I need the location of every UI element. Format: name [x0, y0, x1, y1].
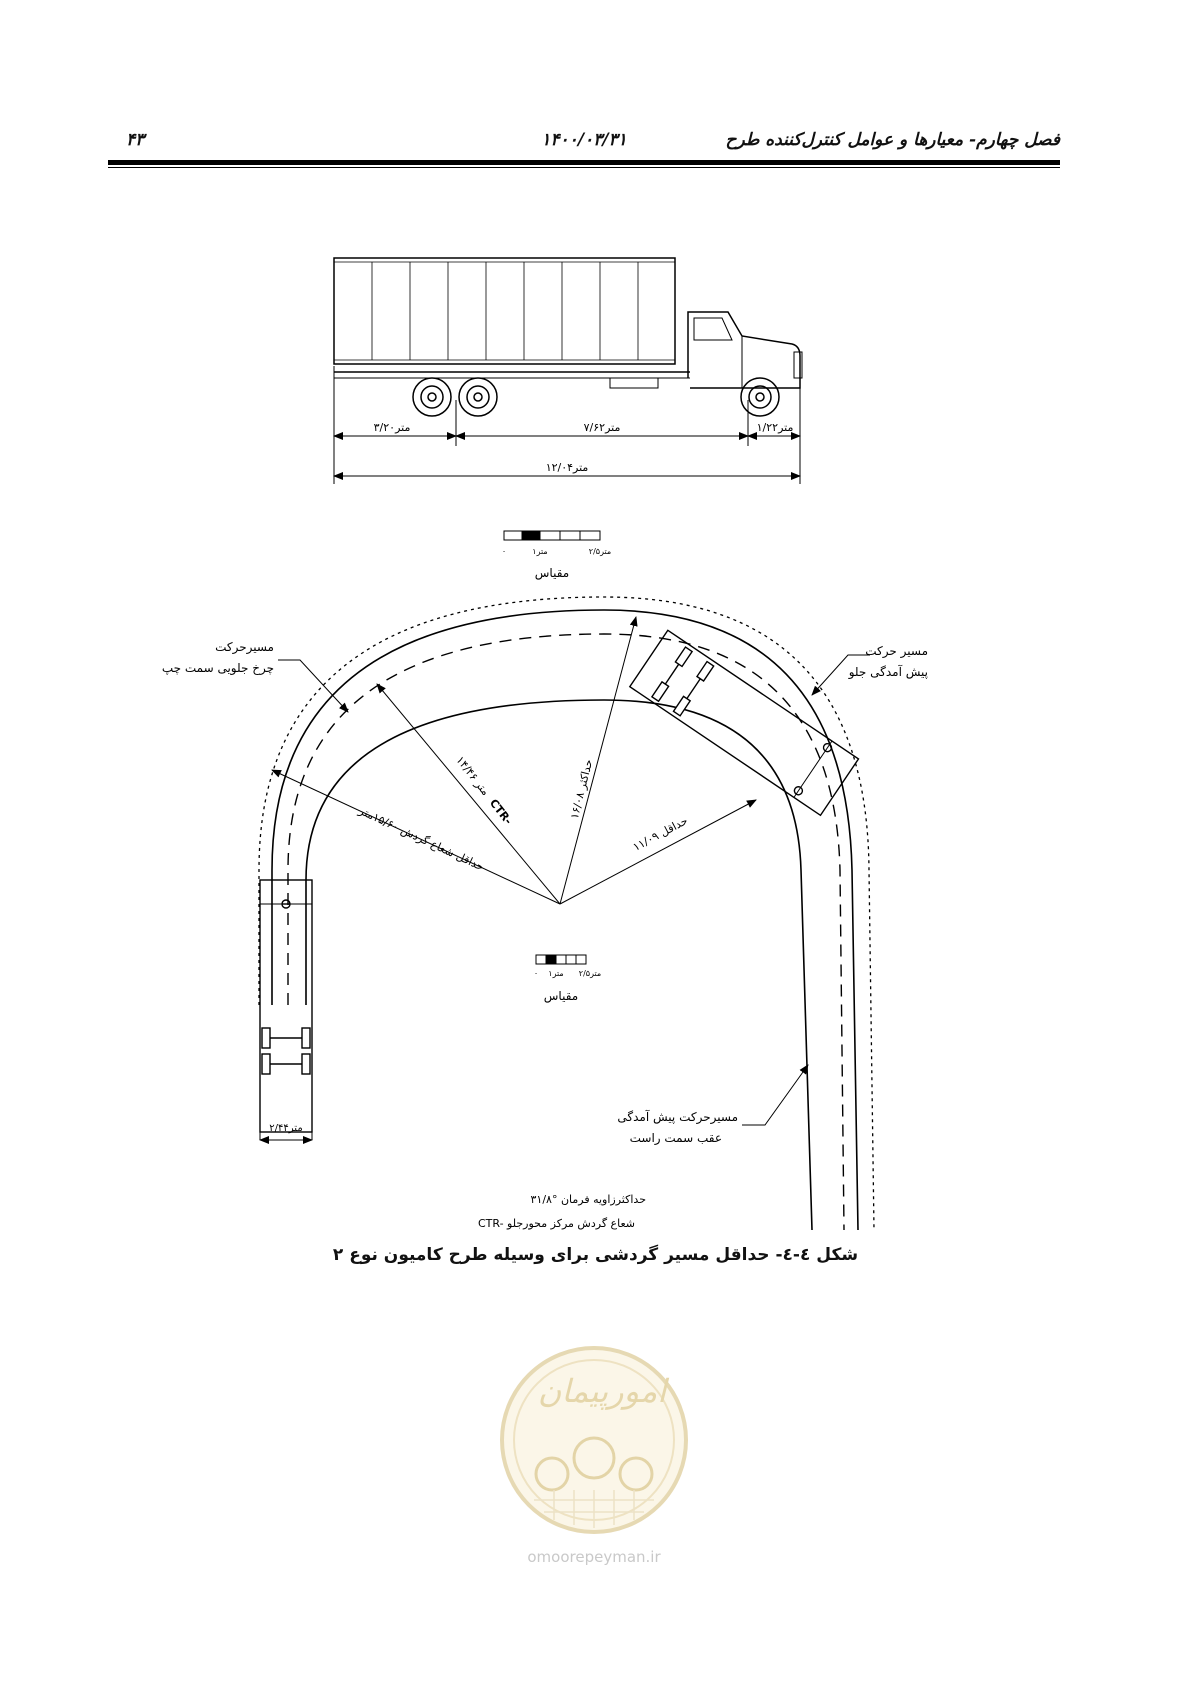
left-front-path-label-1: مسیرحرکت	[215, 640, 274, 654]
ctr-tag: CTR-	[486, 796, 515, 828]
rear-overhang-path	[306, 700, 812, 1230]
turning-paths	[259, 597, 874, 1230]
figure-caption: شکل ٤-٤- حداقل مسیر گردشی برای وسیله طرح کامیون نوع ۲	[332, 1245, 859, 1265]
wheelbase-label: ۷/۶۲متر	[583, 421, 621, 434]
front-overhang-dashed-path	[288, 634, 844, 1230]
front-overhang-path-label-1: مسیر حرکت	[865, 644, 928, 658]
scale-mid-one: ۱متر	[548, 969, 564, 978]
front-overhang-label: ۱/۲۲متر	[756, 421, 794, 434]
left-front-path-label-2: چرخ جلویی سمت چپ	[161, 661, 274, 675]
scale-mid-end: ۲/۵متر	[578, 969, 602, 978]
ctr-definition-note: CTR- شعاع گردش مرکز محورجلو	[477, 1217, 635, 1230]
callout-lines	[278, 655, 870, 1125]
vehicle-turning	[630, 630, 859, 815]
scale-top-one: ۱متر	[532, 547, 548, 556]
chapter-title: فصل چهارم- معیارها و عوامل کنترل‌کننده طرح	[725, 130, 1060, 150]
outer-dotted-path	[259, 597, 874, 1230]
header-date: ۱۴۰۰/۰۳/۳۱	[541, 130, 627, 150]
watermark-seal	[494, 1340, 694, 1540]
overall-length-label: ۱۲/۰۴متر	[545, 461, 589, 474]
ctr-radius-label: ۱۴/۴۶ متر	[453, 753, 493, 799]
front-overhang-path-label-2: پیش آمدگی جلو	[848, 665, 928, 679]
rear-overhang-path-label-2: عقب سمت راست	[629, 1131, 722, 1145]
max-radius-label: حداکثر ۱۶/۰۸	[567, 757, 596, 821]
watermark-url: omoorepeyman.ir	[527, 1548, 661, 1566]
steering-angle-note: حداکثرزاویه فرمان °۳۱/۸	[530, 1193, 646, 1206]
truck-side-view	[334, 258, 802, 416]
cab	[688, 312, 802, 388]
scale-top-title: مقیاس	[534, 566, 570, 580]
left-front-wheel-path	[272, 610, 858, 1230]
scale-top-end: ۲/۵متر	[588, 547, 612, 556]
rear-wheel-2	[459, 378, 497, 416]
scale-mid-title: مقیاس	[543, 989, 579, 1003]
scale-top-zero: ۰	[501, 547, 507, 556]
min-radius-label: حداقل ۱۱/۰۹	[630, 814, 690, 854]
front-wheel	[741, 378, 779, 416]
cargo-box	[334, 258, 675, 364]
scale-mid-zero: ۰	[533, 969, 539, 978]
page-number: ۴۳	[126, 130, 145, 150]
min-turn-radius-label: حداقل شعاع گردش ۱۵/۶۰متر	[356, 804, 487, 874]
rear-overhang-label: ۳/۲۰متر	[373, 421, 411, 434]
chassis	[334, 372, 690, 388]
rear-overhang-path-label-1: مسیرحرکت پیش آمدگی	[617, 1110, 738, 1124]
vehicle-left	[260, 880, 312, 1132]
scale-bar-mid	[536, 955, 586, 964]
rear-wheel-1	[413, 378, 451, 416]
watermark-title: امورپیمان	[537, 1372, 667, 1410]
scale-bar-top	[504, 531, 600, 540]
vehicle-width-label: ۲/۴۴متر	[269, 1123, 303, 1134]
